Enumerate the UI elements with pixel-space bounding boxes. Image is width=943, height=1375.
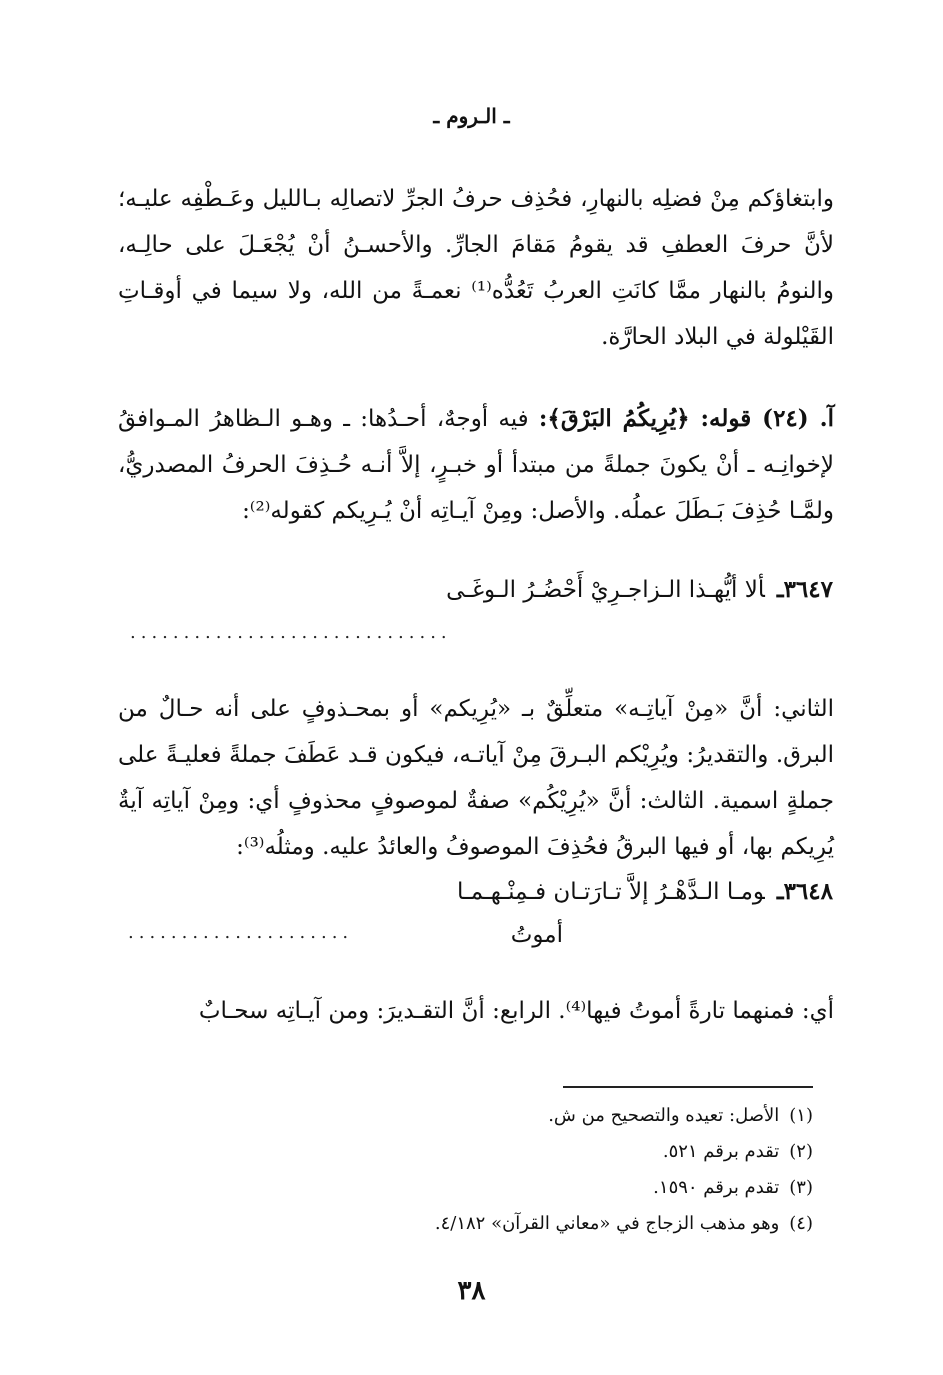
footnote	[253, 1098, 813, 1134]
footnote-text: الأصل: تعيده والتصحيح من ش.	[548, 1105, 780, 1126]
page-number: ٣٨	[457, 1276, 486, 1306]
footnote-number: (٤)	[789, 1213, 813, 1234]
dotted-line: .....................	[128, 922, 354, 943]
verse-citation-heading: آ. (٢٤) قوله: ﴿يُرِيكُمُ البَرْقَ﴾:	[538, 405, 834, 432]
footnote-text: تقدم برقم ١٥٩٠.	[653, 1177, 780, 1198]
footnote-number: (٢)	[789, 1141, 813, 1162]
paragraph-3: الثاني: أنَّ «مِنْ آياتِـه» متعلِّقٌ بـ «يُرِيكم» أو بمحـذوفٍ على أنه حـالٌ من البرق. والتقديرُ: ويُرِيْكم البـرقَ مِنْ آياتـه، فيكون قـد عَطَفَ جملةً فعليـةً على جملةٍ اسمية. الثالث: أنَّ «يُرِيْكُم» صفةٌ لموصوفٍ محذوفٍ أي: ومِنْ آياتِه آيةٌ يُرِيكم بها، أو فيها البرقُ فحُذِفَ الموصوفُ والعائدُ عليه. ومثلُه⁽³⁾:	[118, 696, 834, 860]
verse-text: ومـا الـدَّهْـرُ إلاَّ تـارَتـان فـمِنْـهـمـا	[456, 879, 765, 905]
paragraph-4: أي: فمنهما تارةً أموتُ فيها⁽⁴⁾. الرابع: أنَّ التقـديرَ: ومن آيـاتِه سحـابٌ	[198, 998, 834, 1024]
footnote	[253, 1170, 813, 1206]
verse-text: ألا أيُّهـذا الـزاجـرِيْ أَحْضُـرُ الـوغَـى	[446, 577, 765, 603]
footnote	[253, 1206, 813, 1242]
verse-number: ٣٦٤٨ـ	[776, 878, 833, 905]
poetry-verse-3648	[457, 878, 833, 905]
footnote-separator	[563, 1086, 813, 1088]
footnote-text: تقدم برقم ٥٢١.	[662, 1141, 780, 1162]
footnote-number: (١)	[789, 1105, 813, 1126]
verse-number: ٣٦٤٧ـ	[776, 576, 833, 603]
paragraph-2	[118, 396, 834, 534]
running-header: ـ الـروم ـ	[433, 104, 510, 128]
paragraph-2-text: فيه أوجهٌ، أحـدُها: ـ وهـو الـظاهرُ المـوافقُ لإخوانِـه ـ أنْ يكونَ جملةً من مبتدأ أو خبـرٍ، إلاَّ أنـه حُـذِفَ الحرفُ المصدريُّ، ولمَّـا حُذِفَ بَـطَلَ عملُه. والأصل: ومِنْ آيـاتِه أنْ يُـرِيكم كقوله⁽²⁾:	[118, 406, 834, 524]
footnotes-list	[253, 1098, 813, 1242]
poetry-verse-3647	[446, 576, 833, 603]
paragraph-1: وابتغاؤكم مِنْ فضلِه بالنهارِ، فحُذِف حرفُ الجرِّ لاتصالِه بـالليل وعَـطْفِه عليـه؛ لأنَّ حرفَ العطفِ قد يقومُ مَقامَ الجارِّ. والأحسـنُ أنْ يُجْعَـلَ على حالِـه، والنومُ بالنهار ممَّا كانَتِ العربُ تَعُدُّه⁽¹⁾ نعمـةً من الله، ولا سيما في أوقـاتِ القَيْلولة في البلاد الحارَّة.	[118, 186, 834, 350]
verse-second-hemistich: أموتُ	[510, 922, 563, 948]
dotted-line: ..............................	[130, 622, 452, 643]
footnote	[253, 1134, 813, 1170]
footnote-number: (٣)	[789, 1177, 813, 1198]
footnote-text: وهو مذهب الزجاج في «معاني القرآن» ٤/١٨٢.	[434, 1213, 780, 1234]
